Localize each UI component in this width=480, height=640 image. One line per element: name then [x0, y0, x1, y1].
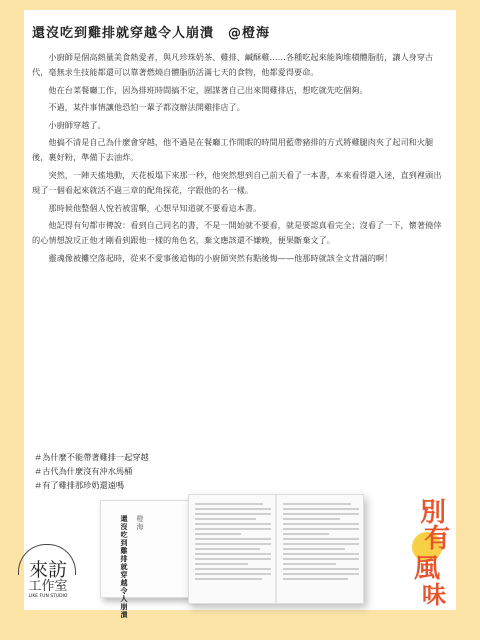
- hashtag: ＃有了雞排那珍奶還遠嗎: [34, 480, 125, 490]
- book-cover-image: [100, 500, 194, 619]
- open-book-image: [188, 494, 364, 604]
- paragraph: 不過，某件事情讓他恐怕一輩子都沒辦法開雞排店了。: [48, 102, 245, 113]
- logo-line-1: 來訪: [28, 558, 67, 581]
- paragraph: 靈魂像被攤空落起時，從來不愛事後追悔的小廚師突然有點後悔——他那時就該全文背誦的啊！: [48, 252, 393, 263]
- studio-logo: [14, 550, 82, 608]
- logo-line-3: LIKE FUN STUDIO: [28, 593, 68, 599]
- hashtag: ＃古代為什麼沒有沖水馬桶: [34, 466, 133, 476]
- article-title: 還沒吃到雞排就穿越令人崩潰: [32, 26, 215, 41]
- hashtag-list: [34, 450, 149, 492]
- paragraph: 他在台菜餐廳工作，因為排班時間搞不定，圍謀著自己出來開雞排店，想吃就先吃個夠。: [48, 84, 368, 95]
- paragraph: 突然，一陣天搖地動，天花板塌下來那一秒，他突然想到自己前天看了一本書，本來看得還入迷，直到裡頭出現了一個看起來就活不過三章的配角探花，字跟他的名一樣。: [32, 169, 442, 196]
- paragraph: 他記得有句都市傳說：看到自己同名的書，不是一開始就不要看，就是要認真看完全；沒看了一下，懷著僥倖的心情想說反正他才剛看到跟他一樣的角色名，棄文應該還不嫌晚，便果斷棄文了。: [32, 220, 442, 246]
- book-page-left: [195, 503, 271, 583]
- logo-line-2: 工作室: [28, 578, 68, 594]
- paragraph: 小廚師穿越了。: [48, 119, 106, 130]
- paragraph: 他搞不清是自己為什麼會穿越，他不過是在餐廳工作閒暇的時間用藍帶豬排的方式將雞腿肉夾了起司和火腿後，裹好粉，準備下去油炸。: [32, 137, 434, 163]
- hashtag: ＃為什麼不能帶著雞排一起穿越: [34, 452, 149, 462]
- paragraph: 小廚師是個高熱量美食熱愛者，與凡珍珠奶茶、雞排、鹹酥雞……各種吃起來能夠堆積體脂肪，讓人身穿古代，毫無求生技能都還可以靠著燃燒自體脂肪活滿七天的食物，他都愛得要命。: [32, 52, 434, 78]
- brand-char: 別: [420, 498, 447, 528]
- book-fold: [275, 495, 277, 603]
- brand-char: 風: [414, 554, 441, 584]
- brand-char: 有: [424, 524, 451, 554]
- book-cover-author: 橙海: [136, 515, 144, 531]
- book-page-right: [283, 503, 359, 583]
- brand-char: 味: [422, 581, 446, 609]
- article-title-row: [32, 22, 270, 41]
- book-cover-title: 還沒吃到雞排就穿越令人崩潰: [120, 515, 128, 619]
- paragraph: 那時候他整個人悅若被雷擊，心想早知道就不要看這本書。: [48, 202, 262, 213]
- brand-mark: [410, 500, 450, 612]
- article-body: [32, 50, 448, 268]
- article-author: @橙海: [228, 26, 271, 41]
